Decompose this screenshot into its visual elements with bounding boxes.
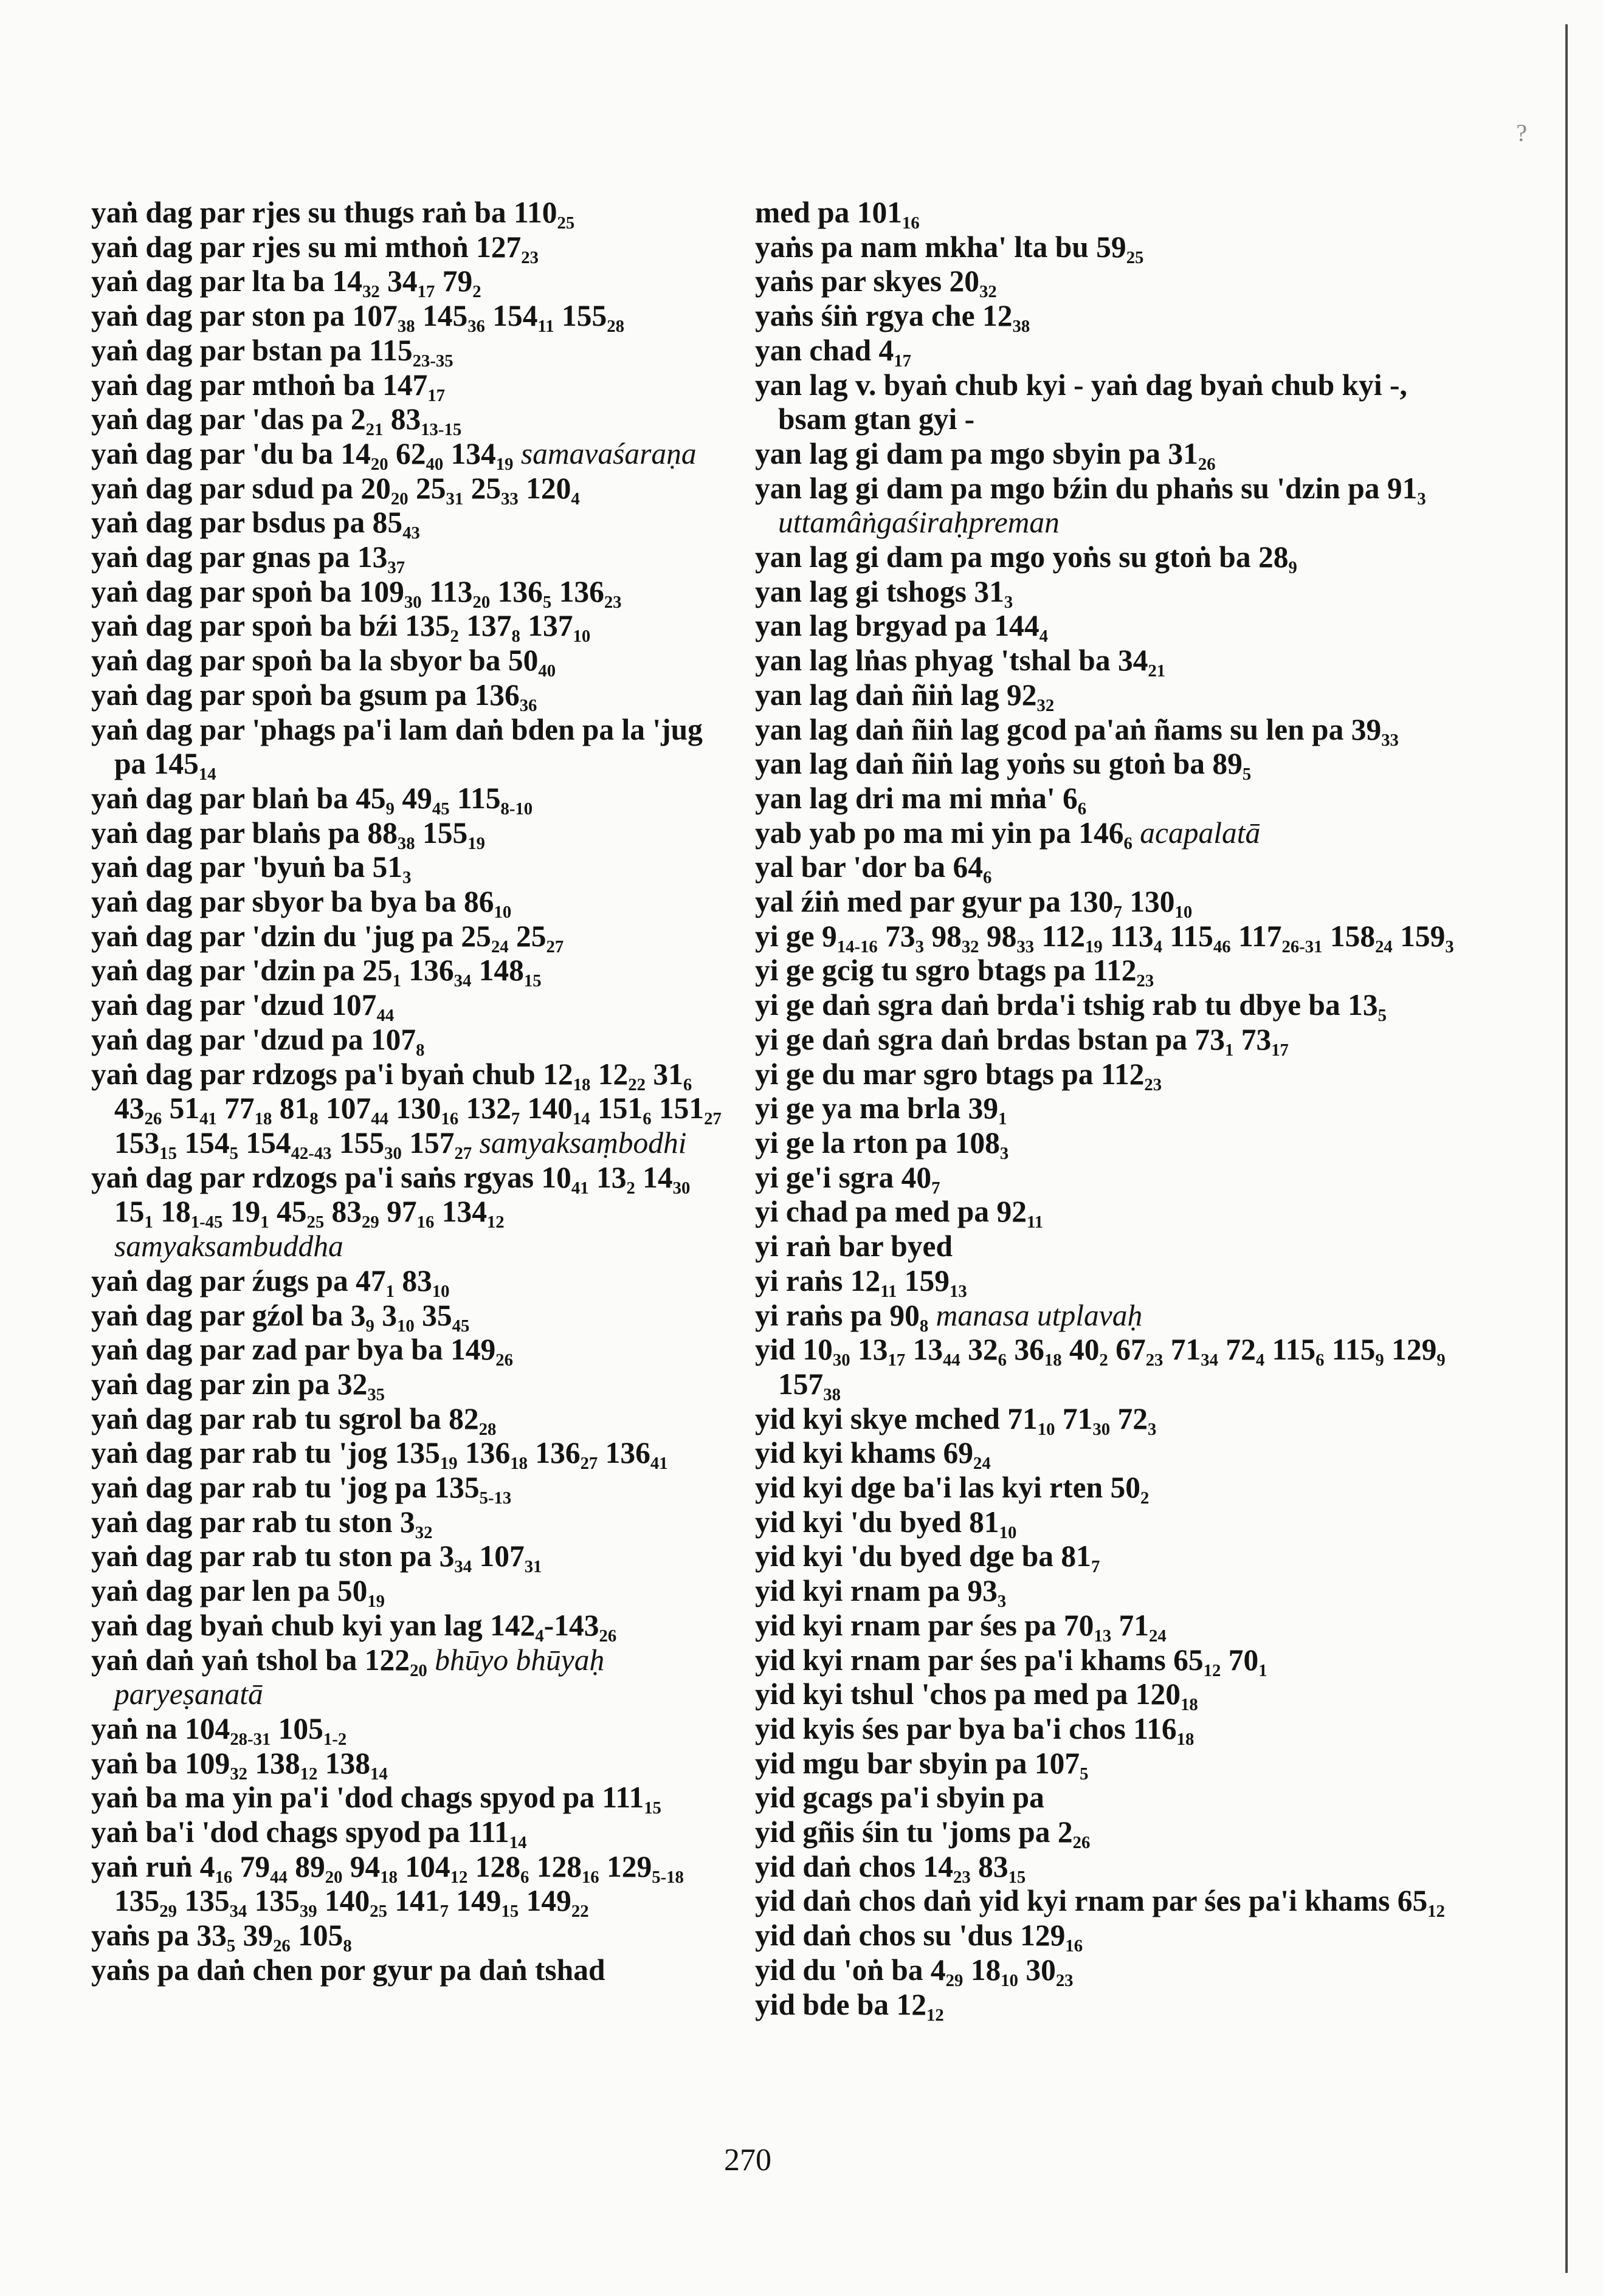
index-entry: yid kyi skye mched $71_{10}$ $71_{30}$ $72_3$ <box>755 1401 1157 1439</box>
index-entry: yi ge la rton pa $108_3$ <box>755 1126 1009 1164</box>
index-entry: yaṅ dag par 'byuṅ ba $51_3$ <box>91 850 412 888</box>
index-entry: yi raṅ bar byed <box>755 1229 953 1263</box>
index-entry: yid kyi rnam par śes pa'i khams $65_{12}$ $70_1$ <box>755 1643 1267 1680</box>
index-entry: yaṅ dag par rab tu 'jog $135_{19}$ $136_{18}$ $136_{27}$ $136_{41}$ <box>91 1436 668 1474</box>
index-entry: yid kyi rnam pa $93_3$ <box>755 1574 1007 1612</box>
index-entry: yaṅ dag par rdzogs pa'i saṅs rgyas $10_{41}$ $13_2$ $14_{30}$ $15_1$ $18_{1-45}$ $19_1$ $45_{25}$ $83_{29}$ $97_{16}$ $134_{12}$ samyaksambuddha <box>91 1160 691 1263</box>
index-entry: yaṅ dag par spoṅ ba bźi $135_2$ $137_8$ $137_{10}$ <box>91 609 591 647</box>
index-entry: yaṅ dag par ston pa $107_{38}$ $145_{36}$ $154_{11}$ $155_{28}$ <box>91 299 624 337</box>
index-entry: yi ge gcig tu sgro btags pa $112_{23}$ <box>755 954 1154 991</box>
index-entry: yid kyi dge ba'i las kyi rten $50_2$ <box>755 1471 1150 1508</box>
index-entry: yaṅs par skyes $20_{32}$ <box>755 264 997 302</box>
index-entry: yaṅ dag par spoṅ ba gsum pa $136_{36}$ <box>91 678 537 715</box>
index-entry: yaṅ dag par rdzogs pa'i byaṅ chub $12_{18}$ $12_{22}$ $31_6$ $43_{26}$ $51_{41}$ $77_{18}$ $81_8$ $107_{44}$ $130_{16}$ $132_7$ $140_{14}$ $151_6$ $151_{27}$ $153_{15}$ $154_5$ $154_{42-43}$ $155_{30}$ $157_{27}$ samyaksaṃbodhi <box>91 1057 722 1164</box>
index-entry: yaṅ dag par zin pa $32_{35}$ <box>91 1367 385 1404</box>
index-entry: yaṅ dag par bstan pa $115_{23-35}$ <box>91 333 453 371</box>
index-entry: yaṅ ruṅ $4_{16}$ $79_{44}$ $89_{20}$ $94_{18}$ $104_{12}$ $128_6$ $128_{16}$ $129_{5-18}$ $135_{29}$ $135_{34}$ $135_{39}$ $140_{25}$ $141_7$ $149_{15}$ $149_{22}$ <box>91 1849 684 1922</box>
index-entry: yan lag dri ma mi mṅa' $6_6$ <box>755 781 1087 819</box>
index-entry: yi ge du mar sgro btags pa $112_{23}$ <box>755 1057 1162 1095</box>
index-entry: yi raṅs $12_{11}$ $159_{13}$ <box>755 1263 967 1301</box>
index-entry: yi ge $9_{14-16}$ $73_3$ $98_{32}$ $98_{33}$ $112_{19}$ $113_4$ $115_{46}$ $117_{26-31}$ $158_{24}$ $159_3$ <box>755 919 1454 957</box>
index-entry: yaṅ dag par 'dzin pa $25_1$ $136_{34}$ $148_{15}$ <box>91 954 542 991</box>
index-entry: yan lag brgyad pa $144_4$ <box>755 609 1048 647</box>
index-entry: yaṅ ba'i 'dod chags spyod pa $111_{14}$ <box>91 1815 527 1853</box>
index-entry: yi ge daṅ sgra daṅ brdas bstan pa $73_1$ $73_{17}$ <box>755 1022 1289 1060</box>
index-entry: yid kyi 'du byed dge ba $81_7$ <box>755 1539 1100 1577</box>
index-entry: yaṅ dag par gnas pa $13_{37}$ <box>91 540 405 578</box>
index-entry: yab yab po ma mi yin pa $146_6$ acapalatā <box>755 816 1261 853</box>
index-entry: yaṅ dag par spoṅ ba la sbyor ba $50_{40}$ <box>91 644 556 681</box>
index-entry: yid $10_{30}$ $13_{17}$ $13_{44}$ $32_6$ $36_{18}$ $40_2$ $67_{23}$ $71_{34}$ $72_4$ $115_6$ $115_9$ $129_9$ $157_{38}$ <box>755 1333 1446 1404</box>
index-entry: yaṅ dag par sbyor ba bya ba $86_{10}$ <box>91 885 512 923</box>
index-entry: yaṅ dag par lta ba $14_{32}$ $34_{17}$ $79_2$ <box>91 264 481 302</box>
index-column-left <box>91 196 723 1988</box>
index-entry: yaṅ dag par bsdus pa $85_{43}$ <box>91 506 420 543</box>
index-entry: yan lag gi dam pa mgo yoṅs su gtoṅ ba $28_9$ <box>755 540 1297 578</box>
index-entry: yaṅ dag par 'dzud $107_{44}$ <box>91 988 395 1026</box>
index-entry: yi raṅs pa $90_8$ manasa utplavaḥ <box>755 1298 1143 1336</box>
index-entry: yi ge'i sgra $40_7$ <box>755 1160 940 1198</box>
index-entry: yid kyi rnam par śes pa $70_{13}$ $71_{24}$ <box>755 1608 1167 1646</box>
index-entry: yid daṅ chos su 'dus $129_{16}$ <box>755 1919 1083 1956</box>
index-entry: yaṅ dag par sdud pa $20_{20}$ $25_{31}$ $25_{33}$ $120_4$ <box>91 471 580 509</box>
index-entry: yaṅs śiṅ rgya che $12_{38}$ <box>755 299 1030 337</box>
index-entry: yaṅ dag par 'du ba $14_{20}$ $62_{40}$ $134_{19}$ samavaśaraṇa <box>91 436 697 474</box>
index-entry: yaṅ dag par rab tu sgrol ba $82_{28}$ <box>91 1401 497 1439</box>
index-entry: yaṅ dag par blaṅ ba $45_9$ $49_{45}$ $115_{8-10}$ <box>91 781 533 819</box>
index-entry: yaṅ dag par mthoṅ ba $147_{17}$ <box>91 368 446 405</box>
index-entry: yaṅs pa nam mkha' lta bu $59_{25}$ <box>755 230 1144 267</box>
index-entry: yid kyi tshul 'chos pa med pa $120_{18}$ <box>755 1677 1198 1715</box>
index-entry: yan lag lṅas phyag 'tshal ba $34_{21}$ <box>755 644 1166 681</box>
index-entry: yan lag daṅ ñiṅ lag $92_{32}$ <box>755 678 1055 715</box>
index-entry: yal źiṅ med par gyur pa $130_7$ $130_{10}$ <box>755 885 1193 923</box>
index-entry: yaṅ ba ma yin pa'i 'dod chags spyod pa $111_{15}$ <box>91 1781 661 1818</box>
index-entry: yaṅ dag par 'dzud pa $107_8$ <box>91 1022 425 1060</box>
index-entry: yaṅ dag par blaṅs pa $88_{38}$ $155_{19}$ <box>91 816 485 853</box>
index-entry: yaṅ dag par rab tu ston $3_{32}$ <box>91 1505 433 1542</box>
index-entry: yaṅ dag par rab tu 'jog pa $135_{5-13}$ <box>91 1471 512 1508</box>
index-entry: yaṅ dag par rab tu ston pa $3_{34}$ $107_{31}$ <box>91 1539 542 1577</box>
index-entry: yaṅ dag par 'das pa $2_{21}$ $83_{13-15}$ <box>91 402 462 440</box>
index-entry: yaṅ dag par 'phags pa'i lam daṅ bden pa la 'jug pa $145_{14}$ <box>91 712 703 785</box>
index-column-right <box>755 196 1454 2025</box>
index-entry: yaṅ dag par źugs pa $47_1$ $83_{10}$ <box>91 1263 450 1301</box>
margin-mark: ? <box>1516 119 1527 146</box>
index-entry: yid kyi khams $69_{24}$ <box>755 1436 991 1474</box>
index-entry: yaṅ dag par 'dzin du 'jug pa $25_{24}$ $25_{27}$ <box>91 919 564 957</box>
index-entry: yi ge ya ma brla $39_1$ <box>755 1091 1007 1129</box>
index-entry: yid bde ba $12_{12}$ <box>755 1987 944 2025</box>
index-entry: yal bar 'dor ba $64_6$ <box>755 850 992 888</box>
index-entry: yaṅ dag par rjes su mi mthoṅ $127_{23}$ <box>91 230 539 267</box>
index-entry: med pa $101_{16}$ <box>755 196 920 233</box>
index-entry: yid mgu bar sbyin pa $107_5$ <box>755 1746 1089 1784</box>
index-entry: yid kyi 'du byed $81_{10}$ <box>755 1505 1017 1542</box>
index-entry: yaṅ ba $109_{32}$ $138_{12}$ $138_{14}$ <box>91 1746 388 1784</box>
index-entry: yid daṅ chos daṅ yid kyi rnam par śes pa'i khams $65_{12}$ <box>755 1884 1445 1922</box>
index-entry: yan lag daṅ ñiṅ lag yoṅs su gtoṅ ba $89_5$ <box>755 747 1252 785</box>
index-entry: yaṅs pa daṅ chen por gyur pa daṅ tshad <box>91 1953 605 1987</box>
index-entry: yan lag gi tshogs $31_3$ <box>755 574 1013 612</box>
index-entry: yaṅ dag byaṅ chub kyi yan lag $142_4-143_{26}$ <box>91 1608 617 1646</box>
index-entry: yan chad $4_{17}$ <box>755 333 912 371</box>
index-entry: yan lag gi dam pa mgo bźin du phaṅs su 'dzin pa $91_3$ uttamâṅgaśiraḥpreman <box>755 471 1426 540</box>
scan-edge <box>1565 24 1568 2273</box>
index-entry: yid gcags pa'i sbyin pa <box>755 1781 1044 1815</box>
index-entry: yaṅ dag par rjes su thugs raṅ ba $110_{25}$ <box>91 196 575 233</box>
index-entry: yi chad pa med pa $92_{11}$ <box>755 1195 1044 1232</box>
index-entry: yid du 'oṅ ba $4_{29}$ $18_{10}$ $30_{23}$ <box>755 1953 1074 1990</box>
index-entry: yaṅs pa $33_5$ $39_{26}$ $105_8$ <box>91 1919 352 1956</box>
index-entry: yaṅ na $104_{28-31}$ $105_{1-2}$ <box>91 1711 347 1749</box>
index-entry: yid kyis śes par bya ba'i chos $116_{18}$ <box>755 1711 1194 1749</box>
index-entry: yan lag daṅ ñiṅ lag gcod pa'aṅ ñams su len pa $39_{33}$ <box>755 712 1399 750</box>
index-entry: yid daṅ chos $14_{23}$ $83_{15}$ <box>755 1849 1026 1887</box>
index-entry: yaṅ dag par zad par bya ba $149_{26}$ <box>91 1333 513 1370</box>
index-entry: yi ge daṅ sgra daṅ brda'i tshig rab tu dbye ba $13_5$ <box>755 988 1387 1026</box>
index-entry: yaṅ dag par spoṅ ba $109_{30}$ $113_{20}$ $136_5$ $136_{23}$ <box>91 574 622 612</box>
index-entry: yaṅ daṅ yaṅ tshol ba $122_{20}$ bhūyo bhūyaḥ paryeṣanatā <box>91 1643 605 1711</box>
page-number: 270 <box>724 2143 771 2177</box>
index-entry: yan lag gi dam pa mgo sbyin pa $31_{26}$ <box>755 436 1216 474</box>
index-entry: yaṅ dag par len pa $50_{19}$ <box>91 1574 385 1612</box>
index-entry: yan lag v. byaṅ chub kyi - yaṅ dag byaṅ chub kyi -, bsam gtan gyi - <box>755 368 1407 436</box>
index-entry: yid gñis śin tu 'joms pa $2_{26}$ <box>755 1815 1091 1853</box>
index-entry: yaṅ dag par gźol ba $3_9$ $3_{10}$ $35_{45}$ <box>91 1298 470 1336</box>
